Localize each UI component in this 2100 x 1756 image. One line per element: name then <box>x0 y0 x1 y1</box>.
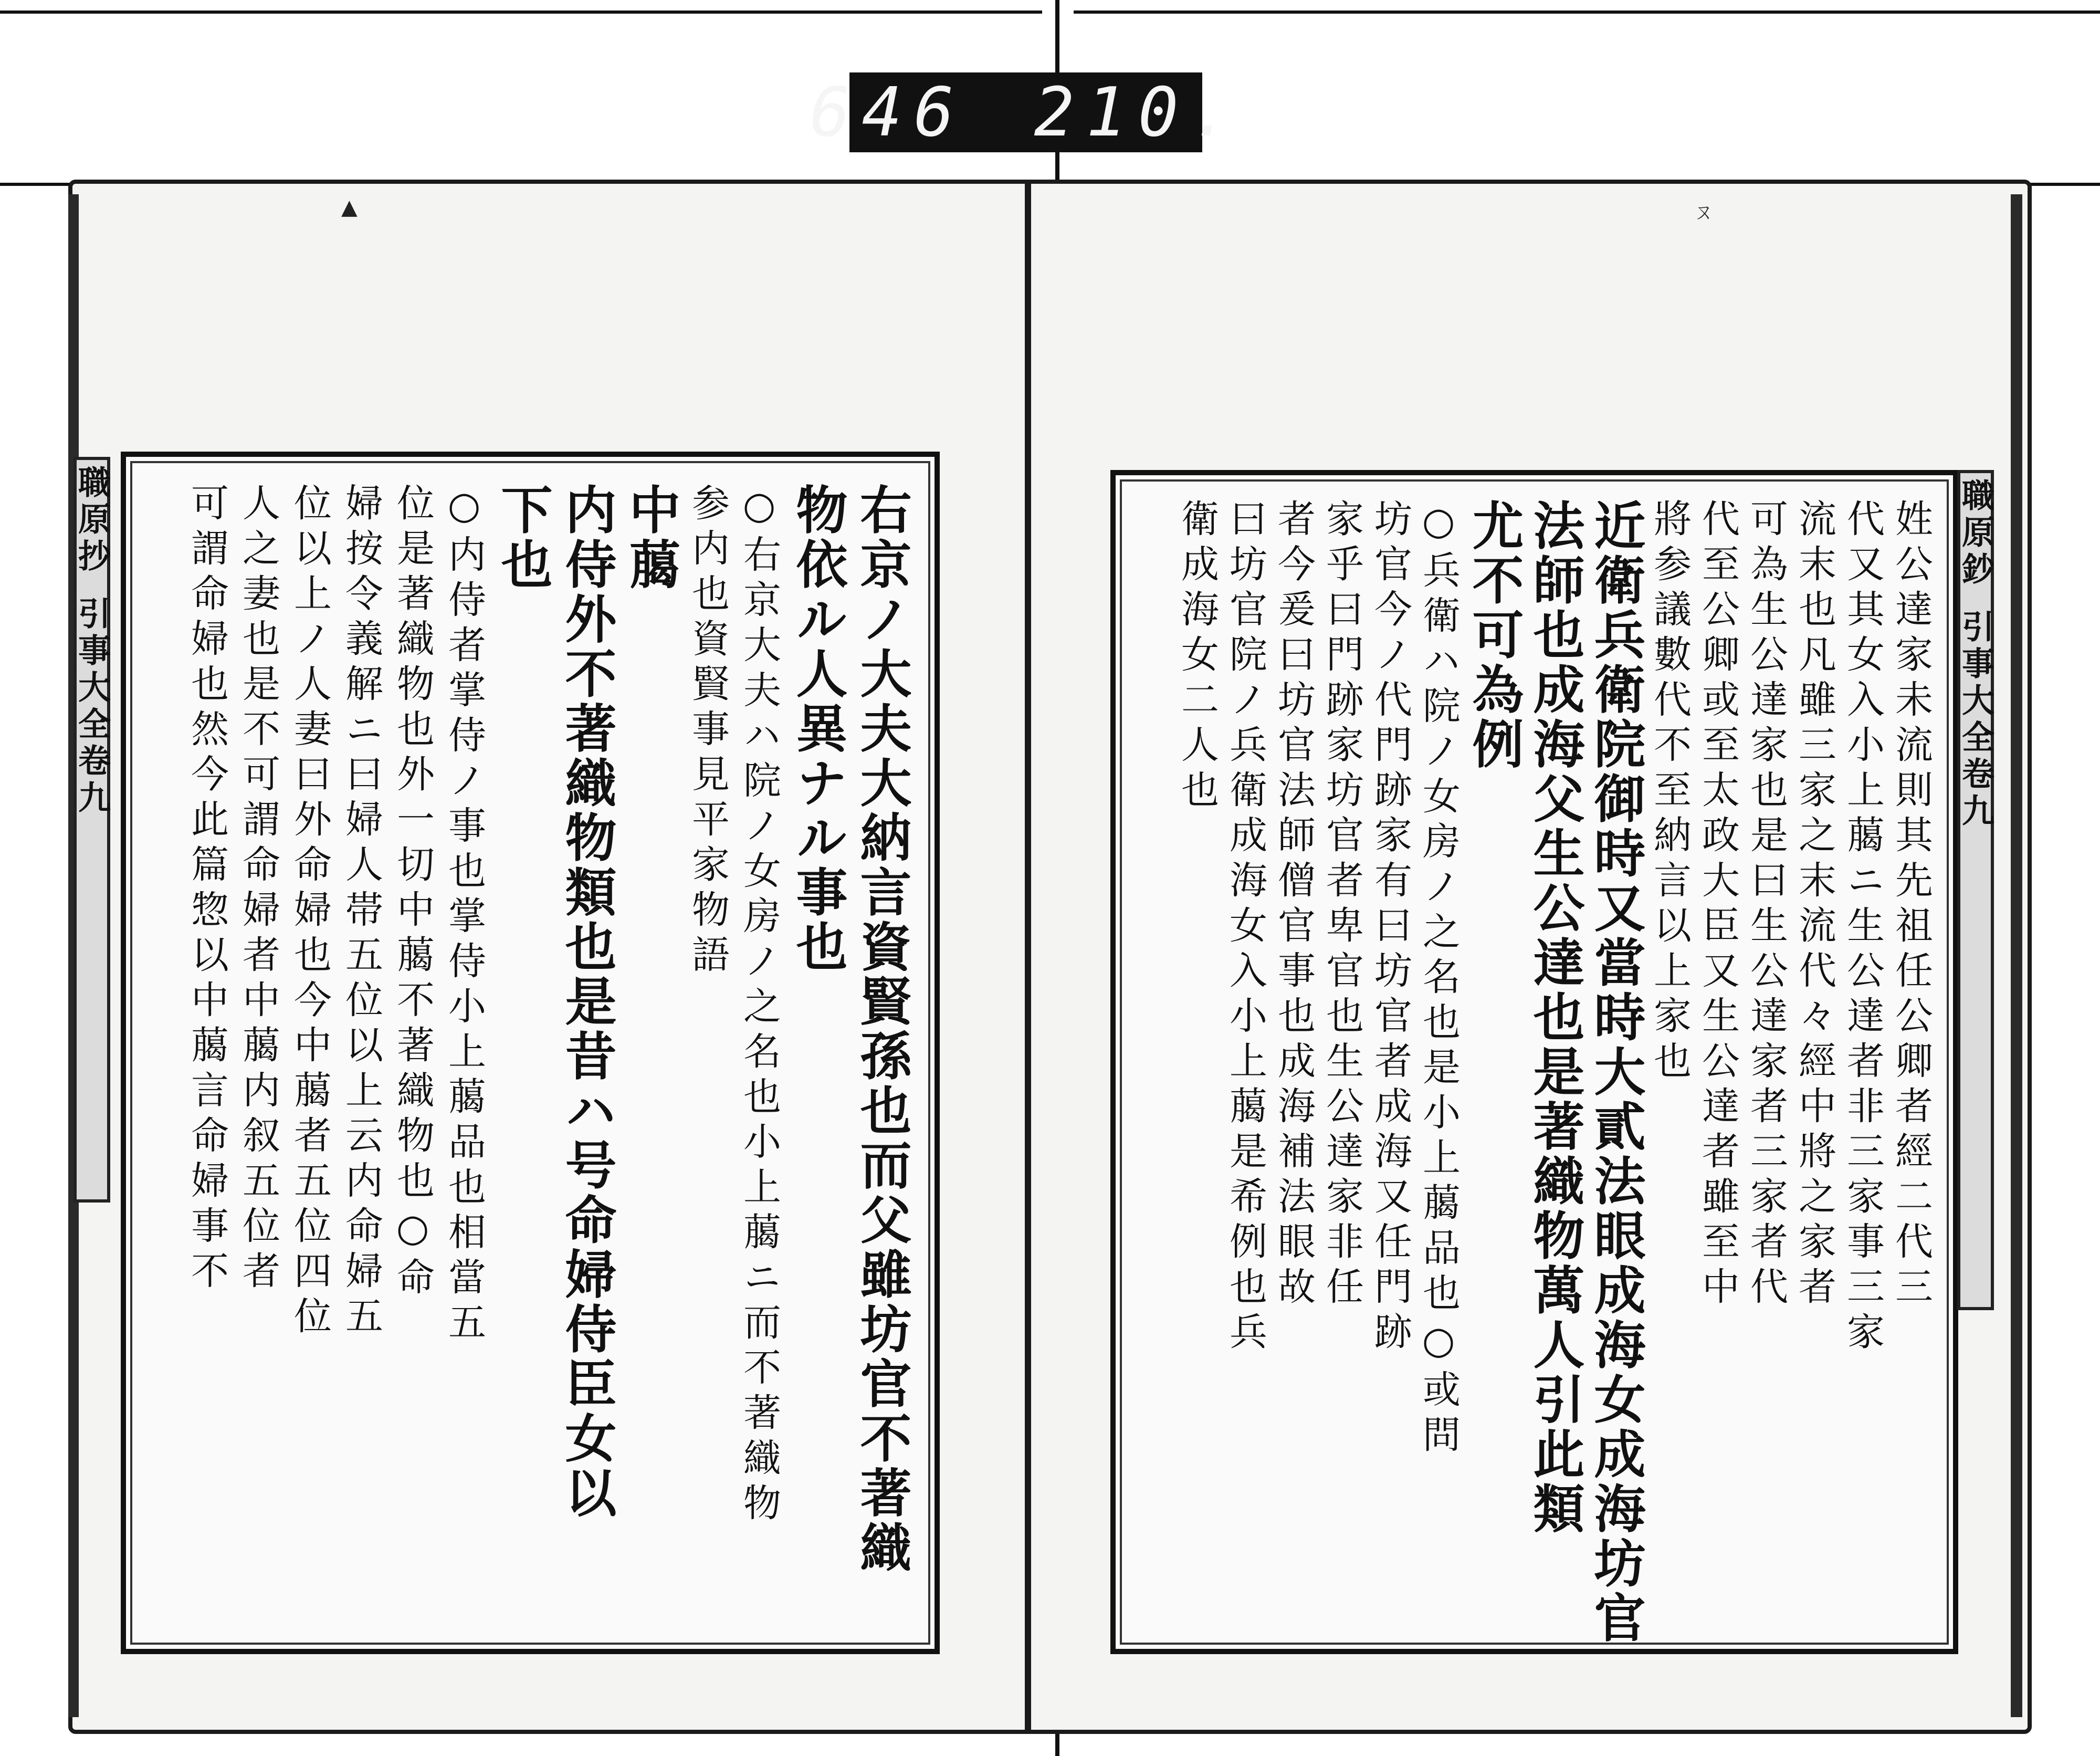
archive-number-right: 210. <box>1034 73 1242 152</box>
right-text-column: 近衛兵衛院御時又當時大貳法眼成海女成海坊官 <box>1586 499 1646 1646</box>
right-text-column: 將参議數代不至納言以上家也 <box>1647 499 1692 1086</box>
left-text-column: 右京ノ大夫大納言資賢孫也而父雖坊官不著織 <box>852 483 912 1575</box>
left-text-column: 可謂命婦也然今此篇惣以中﨟言命婦事不 <box>185 483 229 1296</box>
archive-number-left: 646 <box>810 73 966 152</box>
right-page-edge <box>2011 194 2022 1717</box>
right-text-column: 法師也成海父生公達也是著織物萬人引此類 <box>1525 499 1585 1537</box>
right-text-column: 家乎曰門跡家坊官者卑官也生公達家非任 <box>1320 499 1364 1312</box>
right-text-column: 姓公達家未流則其先祖任公卿者經二代三 <box>1889 499 1933 1312</box>
left-text-column: 婦按令義解ニ曰婦人帯五位以上云内命婦五 <box>339 483 383 1341</box>
frame-line-left <box>0 183 79 186</box>
right-text-column: ○兵衛ハ院ノ女房ノ之名也是小上﨟品也○或問 <box>1416 499 1461 1460</box>
left-page-margin-tab <box>74 457 110 1203</box>
page-corner-mark-left: ▲ <box>341 195 358 220</box>
right-page-margin-tab <box>1957 470 1994 1310</box>
left-text-column: 位是著織物也外一切中﨟不著織物也○命 <box>391 483 435 1302</box>
left-text-column: 下也 <box>492 483 553 592</box>
right-text-column: 代至公卿或至太政大臣又生公達者雖至中 <box>1696 499 1740 1312</box>
right-text-column: 代又其女入小上﨟ニ生公達者非三家事三家 <box>1841 499 1885 1357</box>
left-text-column: 物依ル人異ナル事也 <box>788 483 848 975</box>
right-text-column: 可為生公達家也是曰生公達家者三家者代 <box>1744 499 1788 1312</box>
left-text-column: 位以上ノ人妻曰外命婦也今中﨟者五位四位 <box>288 483 332 1341</box>
right-tab-title: 職原鈔 <box>1956 478 1995 589</box>
right-text-column: 曰坊官院ノ兵衛成海女入小上﨟是希例也兵 <box>1223 499 1267 1357</box>
right-text-column: 尤不可為例 <box>1464 499 1524 772</box>
top-border-rule-right <box>1074 11 2100 14</box>
archive-number-label <box>810 72 1242 152</box>
left-text-column: ○右京大夫ハ院ノ女房ノ之名也小上﨟ニ而不著織物 <box>737 483 781 1528</box>
left-text-column: 内侍外不著織物類也是昔ハ号命婦侍臣女以 <box>556 483 617 1521</box>
left-text-column: ○内侍者掌侍ノ事也掌侍小上﨟品也相當五 <box>442 483 486 1347</box>
frame-line-right <box>2021 183 2100 186</box>
left-text-column: 参内也資賢事見平家物語 <box>686 483 730 980</box>
right-text-column: 流末也凡雖三家之末流代々經中將之家者 <box>1792 499 1836 1312</box>
right-text-column: 者今爰曰坊官法師僧官事也成海補法眼故 <box>1272 499 1316 1312</box>
left-text-column: 人之妻也是不可謂命婦者中﨟内叙五位者 <box>236 483 280 1296</box>
left-tab-subtitle: 引事大全卷九 <box>72 597 111 817</box>
right-text-column: 坊官今ノ代門跡家有曰坊官者成海又任門跡 <box>1368 499 1412 1357</box>
left-text-column: 中﨟 <box>621 483 681 592</box>
left-tab-title: 職原抄 <box>72 465 111 576</box>
top-border-rule-left <box>0 11 1042 14</box>
page-corner-mark-right: ㄡ <box>1693 200 1714 224</box>
right-text-column: 衛成海女二人也 <box>1175 499 1219 815</box>
book-spine <box>1025 180 1031 1734</box>
right-tab-subtitle: 引事大全卷九 <box>1956 610 1995 830</box>
